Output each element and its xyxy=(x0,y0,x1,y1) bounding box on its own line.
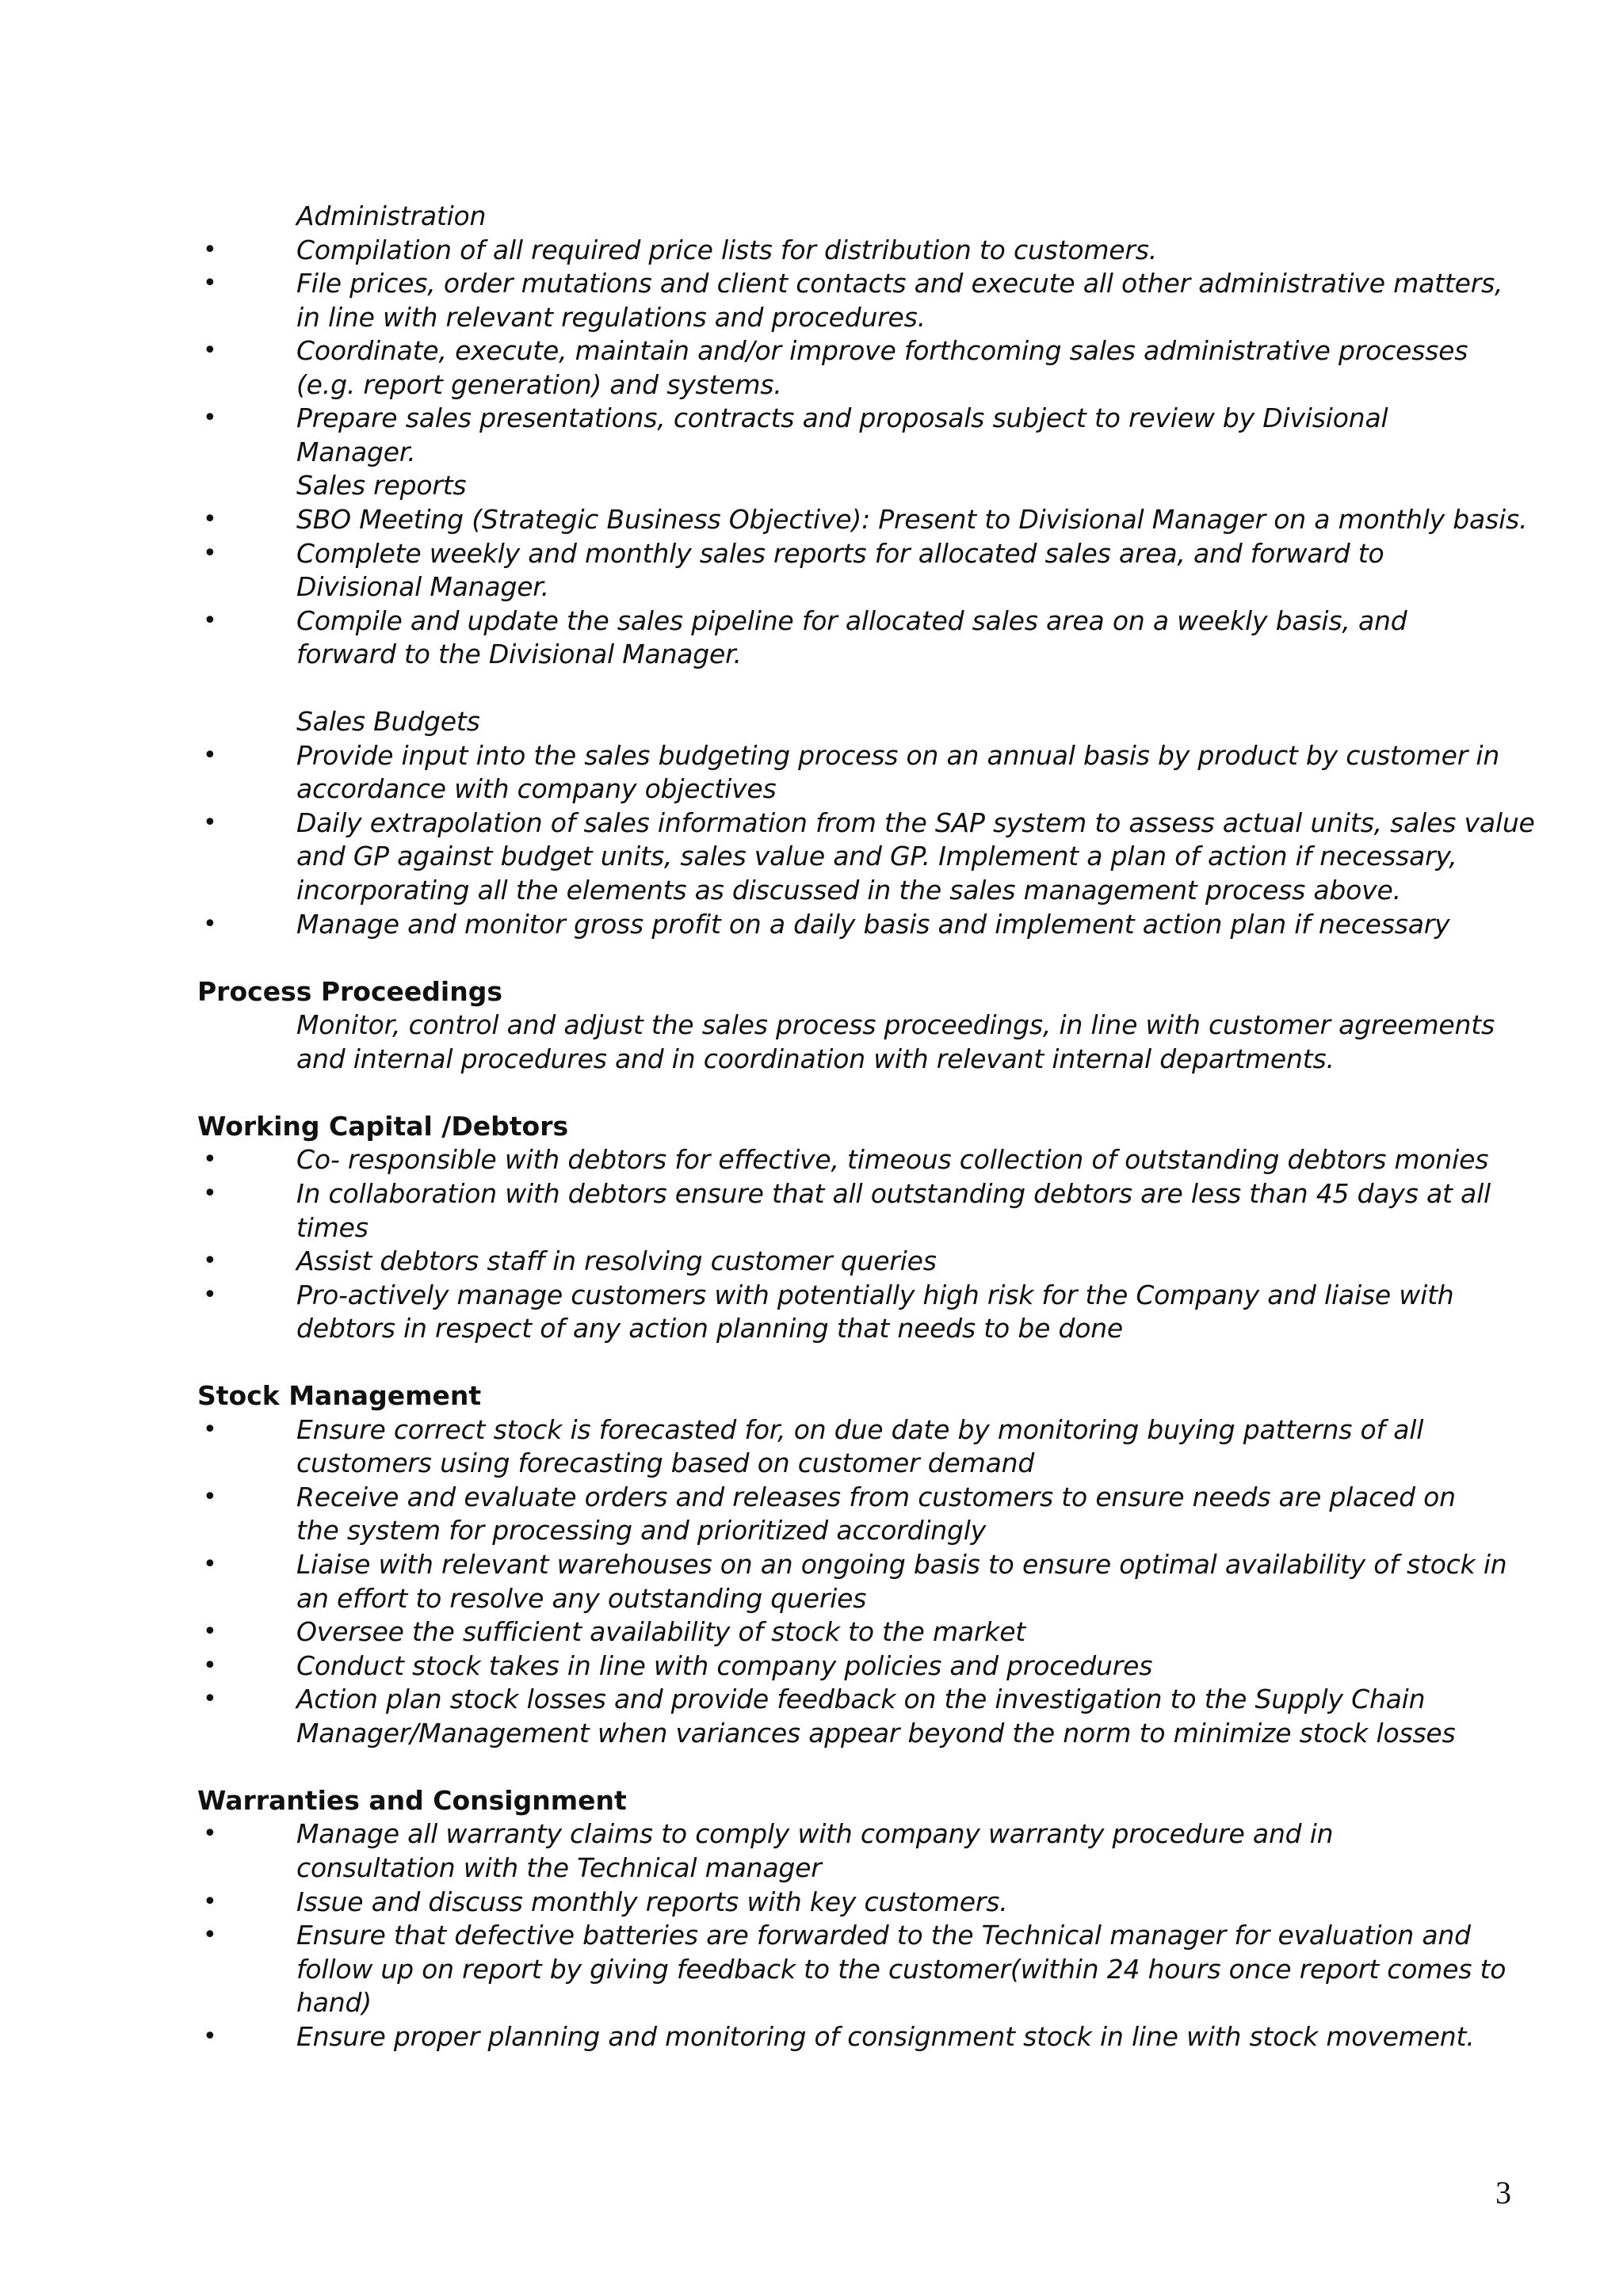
bullet-marker: • xyxy=(203,1685,217,1713)
body-text-line: accordance with company objectives xyxy=(296,773,777,804)
body-text-line: hand) xyxy=(296,1987,372,2018)
body-text-line: and internal procedures and in coordination with relevant internal departments. xyxy=(296,1043,1335,1074)
bullet-marker: • xyxy=(203,236,217,264)
bullet-marker: • xyxy=(203,742,217,769)
body-text-line: an effort to resolve any outstanding queries xyxy=(296,1583,867,1614)
body-text-line: Sales Budgets xyxy=(296,706,480,737)
bullet-item-text: Ensure correct stock is forecasted for, on due date by monitoring buying patterns of all xyxy=(296,1414,1424,1445)
bullet-marker: • xyxy=(203,337,217,364)
bullet-item-text: Provide input into the sales budgeting process on an annual basis by product by customer in xyxy=(296,740,1500,771)
bullet-item-text: Co- responsible with debtors for effective, timeous collection of outstanding debtors monies xyxy=(296,1144,1489,1175)
bullet-item-text: Complete weekly and monthly sales reports for allocated sales area, and forward to xyxy=(296,538,1384,569)
body-text-line: incorporating all the elements as discussed in the sales management process above. xyxy=(296,875,1401,906)
bullet-marker: • xyxy=(203,1921,217,1949)
body-text-line: Sales reports xyxy=(296,470,467,501)
bullet-marker: • xyxy=(203,1550,217,1578)
bullet-marker: • xyxy=(203,1618,217,1646)
body-text-line: Divisional Manager. xyxy=(296,571,549,602)
bullet-item-text: File prices, order mutations and client contacts and execute all other administrative matters, xyxy=(296,268,1503,299)
section-heading: Working Capital /Debtors xyxy=(197,1111,569,1142)
bullet-marker: • xyxy=(203,1416,217,1444)
body-text-line: customers using forecasting based on customer demand xyxy=(296,1447,1035,1478)
bullet-item-text: Compilation of all required price lists for distribution to customers. xyxy=(296,235,1158,265)
body-text-line: times xyxy=(296,1212,369,1243)
bullet-item-text: Manage all warranty claims to comply with company warranty procedure and in xyxy=(296,1818,1334,1849)
bullet-marker: • xyxy=(203,540,217,567)
bullet-marker: • xyxy=(203,1820,217,1848)
bullet-marker: • xyxy=(203,910,217,938)
bullet-marker: • xyxy=(203,269,217,297)
body-text-line: forward to the Divisional Manager. xyxy=(296,639,742,669)
bullet-item-text: Manage and monitor gross profit on a daily basis and implement action plan if necessary xyxy=(296,909,1450,940)
bullet-marker: • xyxy=(203,809,217,837)
bullet-marker: • xyxy=(203,1146,217,1173)
bullet-marker: • xyxy=(203,404,217,432)
bullet-item-text: Prepare sales presentations, contracts and proposals subject to review by Divisional xyxy=(296,402,1388,433)
bullet-item-text: Pro-actively manage customers with potentially high risk for the Company and liaise with xyxy=(296,1280,1454,1310)
bullet-item-text: In collaboration with debtors ensure that all outstanding debtors are less than 45 days at all xyxy=(296,1178,1491,1209)
bullet-item-text: Daily extrapolation of sales information from the SAP system to assess actual units, sales value xyxy=(296,807,1535,838)
body-text-line: Manager/Management when variances appear beyond the norm to minimize stock losses xyxy=(296,1718,1456,1749)
bullet-item-text: Assist debtors staff in resolving customer queries xyxy=(296,1245,937,1276)
bullet-item-text: Conduct stock takes in line with company policies and procedures xyxy=(296,1650,1153,1681)
body-text-line: Administration xyxy=(296,200,487,231)
section-heading: Warranties and Consignment xyxy=(197,1785,627,1816)
body-text-line: Manager. xyxy=(296,437,416,467)
bullet-marker: • xyxy=(203,1247,217,1275)
bullet-item-text: Oversee the sufficient availability of stock to the market xyxy=(296,1616,1026,1647)
bullet-marker: • xyxy=(203,2023,217,2050)
bullet-marker: • xyxy=(203,1180,217,1207)
bullet-marker: • xyxy=(203,1281,217,1309)
bullet-item-text: SBO Meeting (Strategic Business Objective): Present to Divisional Manager on a monthly basis. xyxy=(296,504,1528,535)
body-text-line: consultation with the Technical manager xyxy=(296,1852,822,1883)
body-text-line: follow up on report by giving feedback to the customer(within 24 hours once report comes to xyxy=(296,1954,1507,1985)
bullet-marker: • xyxy=(203,1652,217,1680)
bullet-marker: • xyxy=(203,1888,217,1916)
section-heading: Stock Management xyxy=(197,1380,482,1411)
bullet-item-text: Ensure that defective batteries are forwarded to the Technical manager for evaluation and xyxy=(296,1920,1471,1951)
bullet-item-text: Receive and evaluate orders and releases from customers to ensure needs are placed on xyxy=(296,1482,1456,1512)
page-number: 3 xyxy=(1495,2175,1511,2210)
body-text-line: (e.g. report generation) and systems. xyxy=(296,369,782,400)
body-text-line: debtors in respect of any action planning that needs to be done xyxy=(296,1313,1124,1344)
bullet-marker: • xyxy=(203,1483,217,1511)
bullet-item-text: Issue and discuss monthly reports with key customers. xyxy=(296,1886,1008,1917)
bullet-item-text: Action plan stock losses and provide feedback on the investigation to the Supply Chain xyxy=(296,1684,1426,1714)
bullet-item-text: Ensure proper planning and monitoring of consignment stock in line with stock movement. xyxy=(296,2021,1475,2052)
bullet-marker: • xyxy=(203,607,217,635)
body-text-line: Monitor, control and adjust the sales process proceedings, in line with customer agreements xyxy=(296,1009,1495,1040)
bullet-item-text: Compile and update the sales pipeline for allocated sales area on a weekly basis, and xyxy=(296,605,1407,636)
body-text-line: and GP against budget units, sales value and GP. Implement a plan of action if necessary, xyxy=(296,841,1457,871)
section-heading: Process Proceedings xyxy=(197,976,502,1007)
bullet-item-text: Coordinate, execute, maintain and/or improve forthcoming sales administrative processes xyxy=(296,335,1468,366)
bullet-item-text: Liaise with relevant warehouses on an ongoing basis to ensure optimal availability of stock in xyxy=(296,1549,1507,1580)
bullet-marker: • xyxy=(203,505,217,533)
body-text-line: the system for processing and prioritized accordingly xyxy=(296,1515,987,1546)
body-text-line: in line with relevant regulations and procedures. xyxy=(296,302,926,333)
